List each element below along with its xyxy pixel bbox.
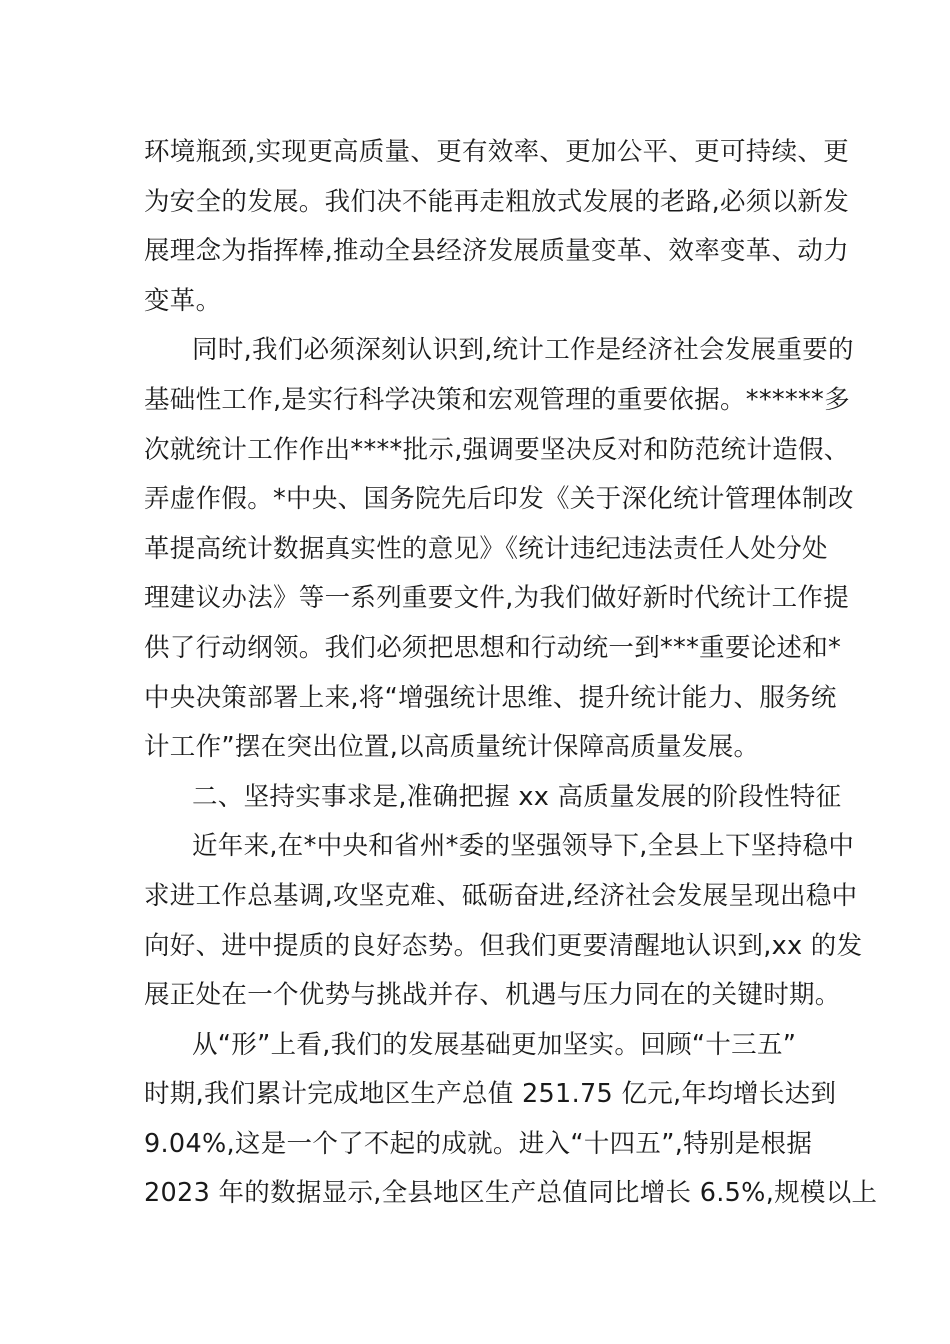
text-line: 2023 年的数据显示,全县地区生产总值同比增长 6.5%,规模以上	[144, 1178, 878, 1209]
text-line: 供了行动纲领。我们必须把思想和行动统一到***重要论述和*	[144, 632, 842, 663]
text-line: 次就统计工作作出****批示,强调要坚决反对和防范统计造假、	[144, 434, 850, 465]
paragraph-start-line: 从“形”上看,我们的发展基础更加坚实。回顾“十三五”	[192, 1029, 797, 1060]
text-line: 向好、进中提质的良好态势。但我们更要清醒地认识到,xx 的发	[144, 930, 863, 961]
text-line: 中央决策部署上来,将“增强统计思维、提升统计能力、服务统	[144, 682, 837, 713]
text-line: 展理念为指挥棒,推动全县经济发展质量变革、效率变革、动力	[144, 236, 850, 267]
text-line: 基础性工作,是实行科学决策和宏观管理的重要依据。******多	[144, 384, 850, 415]
text-line: 革提高统计数据真实性的意见》《统计违纪违法责任人处分处	[144, 533, 828, 564]
text-line: 时期,我们累计完成地区生产总值 251.75 亿元,年均增长达到	[144, 1079, 837, 1110]
text-line: 求进工作总基调,攻坚克难、砥砺奋进,经济社会发展呈现出稳中	[144, 880, 858, 911]
text-line: 环境瓶颈,实现更高质量、更有效率、更加公平、更可持续、更	[144, 137, 850, 167]
document-body	[144, 128, 878, 1219]
text-line: 9.04%,这是一个了不起的成就。进入“十四五”,特别是根据	[144, 1128, 813, 1159]
text-line: 展正处在一个优势与挑战并存、机遇与压力同在的关键时期。	[144, 980, 841, 1011]
text-line: 理建议办法》等一系列重要文件,为我们做好新时代统计工作提	[144, 583, 850, 614]
paragraph-start-line: 同时,我们必须深刻认识到,统计工作是经济社会发展重要的	[192, 335, 854, 366]
text-line: 变革。	[144, 285, 222, 316]
text-line: 计工作”摆在突出位置,以高质量统计保障高质量发展。	[144, 732, 760, 763]
text-line: 为安全的发展。我们决不能再走粗放式发展的老路,必须以新发	[144, 186, 850, 217]
section-heading: 二、坚持实事求是,准确把握 xx 高质量发展的阶段性特征	[192, 781, 842, 812]
text-line: 弄虚作假。*中央、国务院先后印发《关于深化统计管理体制改	[144, 484, 854, 515]
paragraph-start-line: 近年来,在*中央和省州*委的坚强领导下,全县上下坚持稳中	[192, 831, 855, 862]
